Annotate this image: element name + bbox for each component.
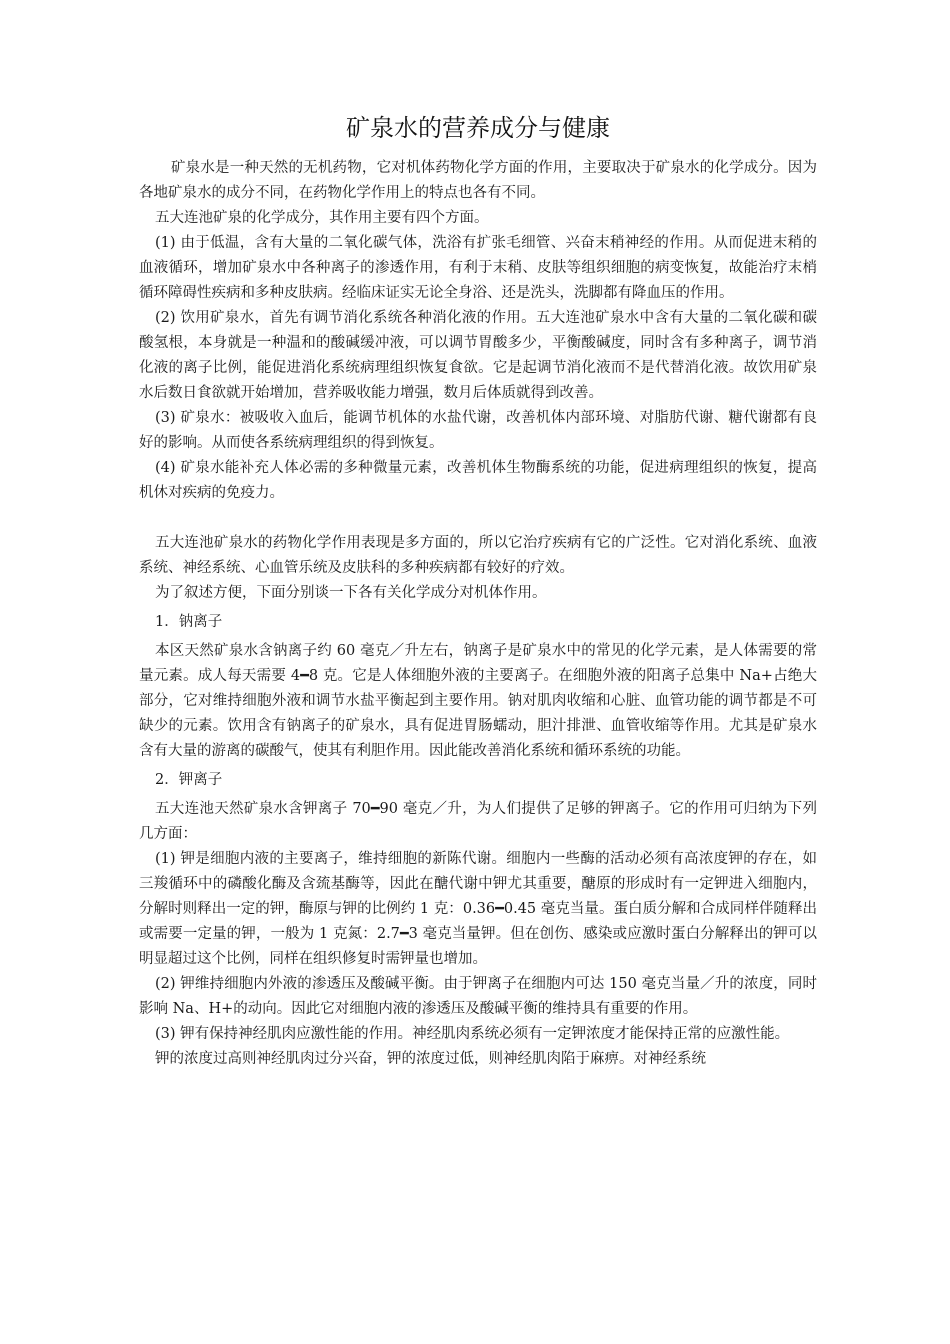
- page-title: 矿泉水的营养成分与健康: [346, 114, 610, 142]
- paragraph-sodium: 本区天然矿泉水含钠离子约 60 毫克／升左右，钠离子是矿泉水中的常见的化学元素，是人体需要的常量元素。成人每天需要 4━8 克。它是人体细胞外液的主要离子。在细胞外液的阳离子总集中 Na+占绝大部分，它对维持细胞外液和调节水盐平衡起到主要作用。钠对肌肉收缩和心脏、血管功能的调节都是不可缺少的元素。饮用含有钠离子的矿泉水，具有促进胃肠蠕动，胆汁排泄、血管收缩等作用。尤其是矿泉水含有大量的游离的碳酸气，使其有利胆作用。因此能改善消化系统和循环系统的功能。: [139, 643, 817, 759]
- paragraph-point-2: (2) 饮用矿泉水，首先有调节消化系统各种消化液的作用。五大连池矿泉水中含有大量的二氧化碳和碳酸氢根，本身就是一种温和的酸碱缓冲液，可以调节胃酸多少，平衡酸碱度，同时含有多种离子，调节消化液的离子比例，能促进消化系统病理组织恢复食欲。它是起调节消化液而不是代替消化液。故饮用矿泉水后数日食欲就开始增加，营养吸收能力增强，数月后体质就得到改善。: [139, 310, 817, 401]
- paragraph-point-1: (1) 由于低温，含有大量的二氧化碳气体，洗浴有扩张毛细管、兴奋末稍神经的作用。从而促进末稍的血液循环，增加矿泉水中各种离子的渗透作用，有利于末稍、皮肤等组织细胞的病变恢复，故能治疗末梢循环障碍性疾病和多种皮肤病。经临床证实无论全身浴、还是洗头，洗脚都有降血压的作用。: [139, 235, 817, 301]
- paragraph-gap: [139, 506, 817, 531]
- paragraph-intro: 矿泉水是一种天然的无机药物，它对机体药物化学方面的作用，主要取决于矿泉水的化学成分。因为各地矿泉水的成分不同，在药物化学作用上的特点也各有不同。: [139, 160, 817, 201]
- paragraph-potassium-1: (1) 钾是细胞内液的主要离子，维持细胞的新陈代谢。细胞内一些酶的活动必须有高浓度钾的存在，如三羧循环中的磷酸化酶及含巯基酶等，因此在醣代谢中钾尤其重要，醣原的形成时有一定钾进入细胞内，分解时则释出一定的钾，酶原与钾的比例约 1 克：0.36━0.45 毫克当量。蛋白质分解和合成同样伴随释出或需要一定量的钾，一般为 1 克氮：2.7━3 毫克当量钾。但在创伤、感染或应激时蛋白分解释出的钾可以明显超过这个比例，同样在组织修复时需钾量也增加。: [139, 851, 817, 967]
- paragraph-point-4: (4) 矿泉水能补充人体必需的多种微量元素，改善机体生物酶系统的功能，促进病理组织的恢复，提高机休对疾病的免疫力。: [139, 460, 817, 501]
- paragraph-transition: 为了叙述方便，下面分别谈一下各有关化学成分对机体作用。: [155, 585, 547, 601]
- document-body: [139, 108, 817, 1072]
- paragraph-broad-effects: 五大连池矿泉水的药物化学作用表现是多方面的，所以它治疗疾病有它的广泛性。它对消化系统、血液系统、神经系统、心血管乐统及皮肤科的多种疾病都有较好的疗效。: [139, 535, 817, 576]
- paragraph-potassium-2: (2) 钾维持细胞内外液的渗透压及酸碱平衡。由于钾离子在细胞内可达 150 毫克当量／升的浓度，同时影响 Na、H+的动向。因此它对细胞内液的渗透压及酸碱平衡的维持具有重要的作用。: [139, 976, 817, 1017]
- paragraph-potassium-3: (3) 钾有保持神经肌肉应激性能的作用。神经肌肉系统必须有一定钾浓度才能保持正常的应激性能。: [155, 1026, 790, 1042]
- paragraph-point-3: (3) 矿泉水：被吸收入血后，能调节机体的水盐代谢，改善机体内部环境、对脂肪代谢、糖代谢都有良好的影响。从而使各系统病理组织的得到恢复。: [139, 410, 817, 451]
- paragraph-potassium-concentration: 钾的浓度过高则神经肌肉过分兴奋，钾的浓度过低，则神经肌肉陷于麻痹。对神经系统: [155, 1051, 706, 1067]
- section-heading-sodium: 1．钠离子: [155, 614, 223, 630]
- paragraph-potassium-intro: 五大连池天然矿泉水含钾离子 70━90 毫克／升，为人们提供了足够的钾离子。它的作用可归纳为下列几方面：: [139, 801, 817, 842]
- paragraph-four-aspects: 五大连池矿泉的化学成分，其作用主要有四个方面。: [155, 210, 489, 226]
- section-heading-potassium: 2．钾离子: [155, 772, 223, 788]
